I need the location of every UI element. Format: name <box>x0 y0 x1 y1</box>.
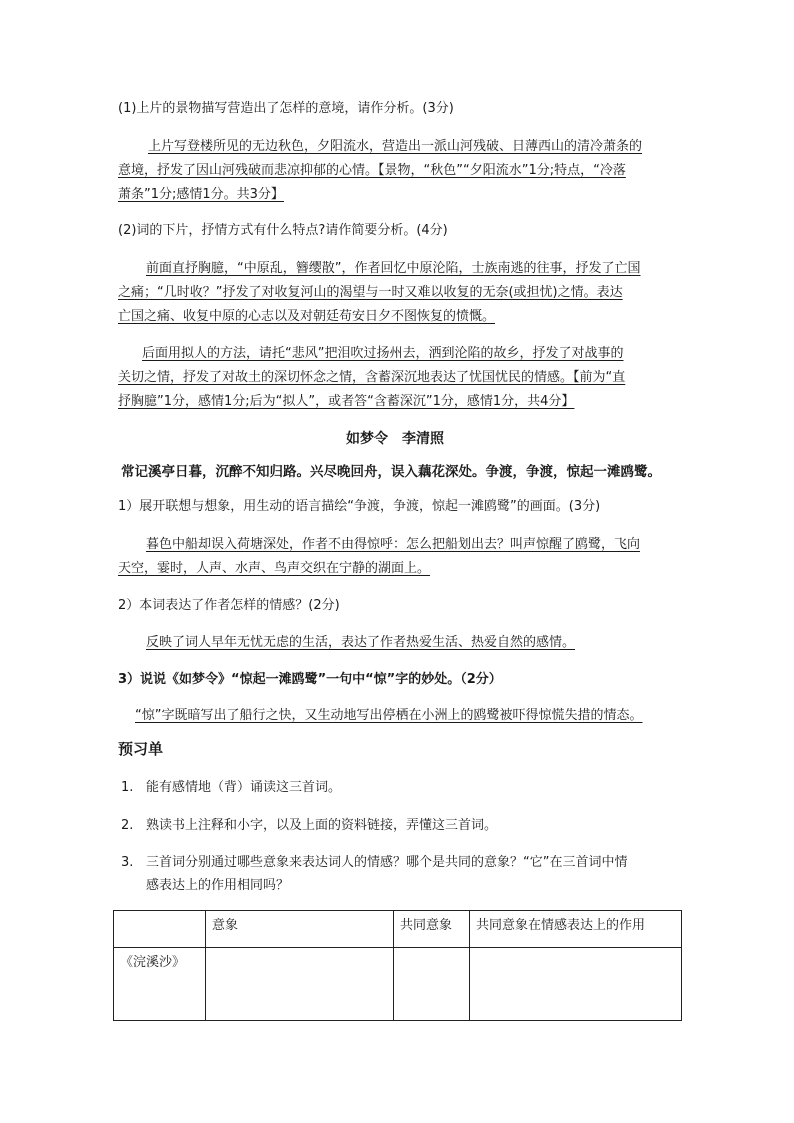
preview-heading: 预习单 <box>118 740 164 758</box>
table-cell-input[interactable] <box>394 948 470 1021</box>
table-header-cell: 意象 <box>206 911 394 948</box>
poem-answer-1-line-2: 天空，霎时，人声、水声、鸟声交织在宁静的湖面上。 <box>118 561 431 576</box>
answer-2-line-1: 前面直抒胸臆，“中原乱，簪缨散”，作者回忆中原沦陷，士族南逃的往事，抒发了亡国 <box>146 261 641 276</box>
table-cell-input[interactable] <box>206 948 394 1021</box>
answer-2-line-3: 亡国之痛、收复中原的心志以及对朝廷苟安日夕不图恢复的愤慨。 <box>118 309 496 324</box>
table-header-row <box>114 911 682 948</box>
question-1: (1)上片的景物描写营造出了怎样的意境，请作分析。(3分) <box>118 101 454 116</box>
preview-item-3-line-2: 感表达上的作用相同吗？ <box>146 878 290 893</box>
answer-2-line-4: 后面用拟人的方法，请托“悲风”把泪吹过扬州去，洒到沦陷的故乡，抒发了对战事的 <box>142 346 624 361</box>
table-cell-input[interactable] <box>470 948 682 1021</box>
table-cell-poem-name: 《浣溪沙》 <box>114 948 206 1021</box>
preview-item-3-line-1: 三首词分别通过哪些意象来表达词人的情感？哪个是共同的意象？“它”在三首词中情 <box>146 855 628 870</box>
answer-2-line-6: 抒胸臆”1分，感情1分;后为“拟人”，或者答“含蓄深沉”1分，感情1分，共4分】 <box>118 394 575 409</box>
imagery-table <box>113 910 682 1021</box>
table-header-cell: 共同意象 <box>394 911 470 948</box>
answer-2-line-5: 关切之情，抒发了对故土的深切怀念之情，含蓄深沉地表达了忧国忧民的情感。【前为“直 <box>118 370 626 385</box>
poem-answer-2: 反映了词人早年无忧无虑的生活，表达了作者热爱生活、热爱自然的感情。 <box>146 635 576 650</box>
poem-answer-1-line-1: 暮色中船却误入荷塘深处，作者不由得惊呼：怎么把船划出去？叫声惊醒了鸥鹭，飞向 <box>146 537 641 552</box>
preview-item-2: 熟读书上注释和小字，以及上面的资料链接，弄懂这三首词。 <box>146 818 498 833</box>
poem-question-2: 2）本词表达了作者怎样的情感？(2分) <box>118 598 340 613</box>
answer-1-line-3: 萧条”1分;感情1分。共3分】 <box>118 187 284 202</box>
poem-question-3: 3）说说《如梦令》“惊起一滩鸥鹭”一句中“惊”字的妙处。（2分） <box>118 672 502 687</box>
preview-item-3-number: 3. <box>121 855 134 870</box>
preview-item-1: 能有感情地（背）诵读这三首词。 <box>146 780 342 795</box>
poem-text: 常记溪亭日暮，沉醉不知归路。兴尽晚回舟，误入藕花深处。争渡，争渡，惊起一滩鸥鹭。 <box>121 464 661 480</box>
table-header-cell <box>114 911 206 948</box>
poem-title: 如梦令 李清照 <box>346 431 444 447</box>
poem-answer-3: “惊”字既暗写出了船行之快，又生动地写出停栖在小洲上的鸥鹭被吓得惊慌失措的情态。 <box>135 708 643 723</box>
preview-item-2-number: 2. <box>121 818 134 833</box>
answer-1-line-1: 上片写登楼所见的无边秋色，夕阳流水，营造出一派山河残破、日薄西山的清冷萧条的 <box>148 139 643 154</box>
table-header-cell: 共同意象在情感表达上的作用 <box>470 911 682 948</box>
answer-1-line-2: 意境，抒发了因山河残破而悲凉抑郁的心情。【景物，“秋色”“夕阳流水”1分;特点，“冷落 <box>118 163 626 178</box>
poem-question-1: 1）展开联想与想象，用生动的语言描绘“争渡，争渡，惊起一滩鸥鹭”的画面。(3分) <box>118 499 601 514</box>
preview-item-1-number: 1. <box>121 780 134 795</box>
answer-2-line-2: 之痛；“几时收？”抒发了对收复河山的渴望与一时又难以收复的无奈(或担忧)之情。表达 <box>118 285 623 300</box>
question-2: (2)词的下片，抒情方式有什么特点?请作简要分析。(4分) <box>118 223 448 238</box>
table-row <box>114 948 682 1021</box>
